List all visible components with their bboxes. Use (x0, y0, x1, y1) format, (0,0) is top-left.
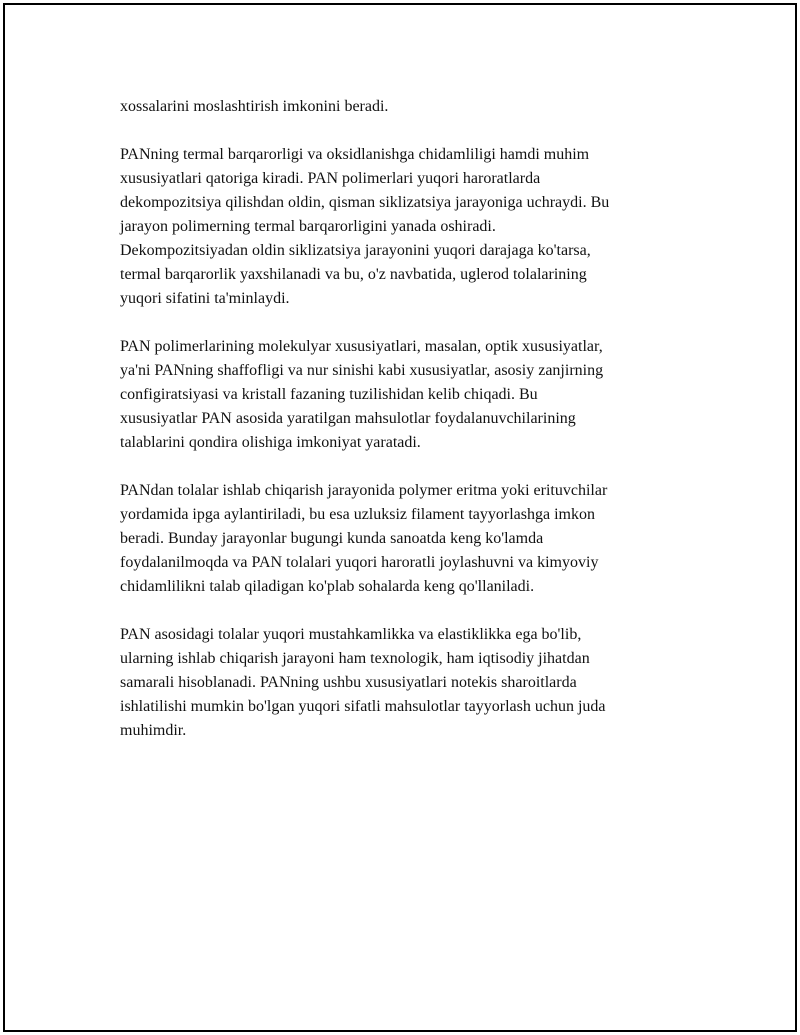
paragraph-2: PANning termal barqarorligi va oksidlanishga chidamliligi hamdi muhim xususiyatlari qatoriga kiradi. PAN polimerlari yuqori haroratlarda dekompozitsiya qilishdan oldin, qisman siklizatsiya jarayoniga uchraydi. Bu jarayon polimerning termal barqarorligini yanada oshiradi. Dekompozitsiyadan oldin siklizatsiya jarayonini yuqori darajaga ko'tarsa, termal barqarorlik yaxshilanadi va bu, o'z navbatida, uglerod tolalarining yuqori sifatini ta'minlaydi. (120, 146, 610, 307)
paragraph-4: PANdan tolalar ishlab chiqarish jarayonida polymer eritma yoki erituvchilar yordamida ipga aylantiriladi, bu esa uzluksiz filament tayyorlashga imkon beradi. Bunday jarayonlar bugungi kunda sanoatda keng ko'lamda foydalanilmoqda va PAN tolalari yuqori haroratli joylashuvni va kimyoviy chidamlilikni talab qiladigan ko'plab sohalarda keng qo'llaniladi. (120, 482, 608, 595)
paragraph-5: PAN asosidagi tolalar yuqori mustahkamlikka va elastiklikka ega bo'lib, ularning ishlab chiqarish jarayoni ham texnologik, ham iqtisodiy jihatdan samarali hisoblanadi. PANning ushbu xususiyatlari notekis sharoitlarda ishlatilishi mumkin bo'lgan yuqori sifatli mahsulotlar tayyorlash uchun juda muhimdir. (120, 626, 606, 739)
paragraph-1: xossalarini moslashtirish imkonini beradi. (120, 98, 389, 115)
page-border (3, 3, 797, 1032)
document-body (120, 95, 680, 767)
paragraph-3: PAN polimerlarining molekulyar xususiyatlari, masalan, optik xususiyatlar, ya'ni PANning shaffofligi va nur sinishi kabi xususiyatlar, asosiy zanjirning configiratsiyasi va kristall fazaning tuzilishidan kelib chiqadi. Bu xususiyatlar PAN asosida yaratilgan mahsulotlar foydalanuvchilarining talablarini qondira olishiga imkoniyat yaratadi. (120, 338, 604, 451)
